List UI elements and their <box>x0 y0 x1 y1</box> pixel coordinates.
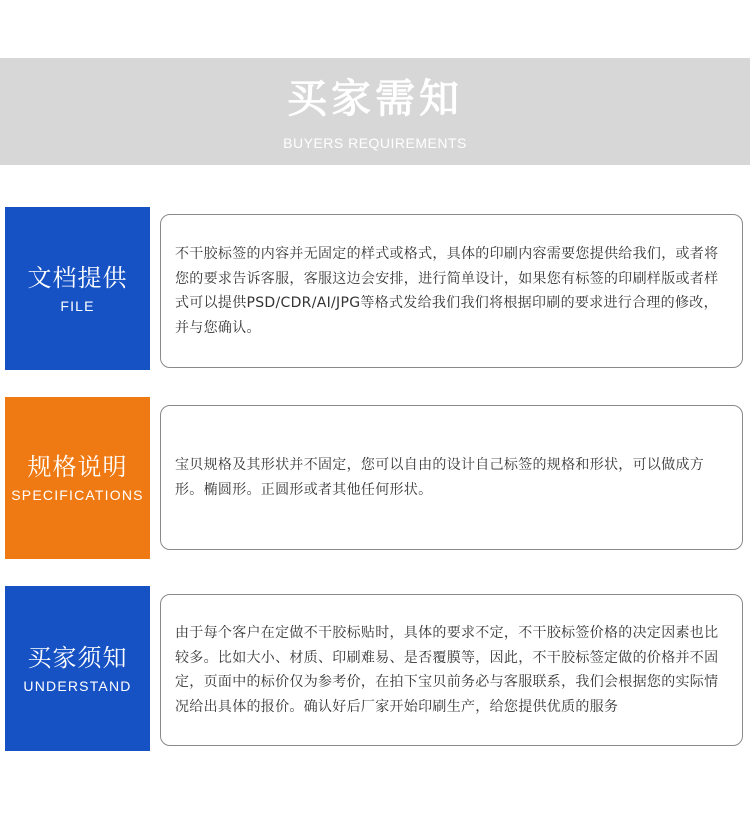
section-description: 宝贝规格及其形状并不固定，您可以自由的设计自己标签的规格和形状，可以做成方形。椭圆形。正圆形或者其他任何形状。 <box>175 457 705 498</box>
section-text-box <box>160 594 743 746</box>
banner-subtitle: BUYERS REQUIREMENTS <box>283 135 467 151</box>
section-description: 不干胶标签的内容并无固定的样式或格式，具体的印刷内容需要您提供给我们，或者将您的要求告诉客服，客服这边会安排，进行简单设计，如果您有标签的印刷样版或者样式可以提供PSD/CDR/AI/JPG等格式发给我们我们将根据印刷的要求进行合理的修改，并与您确认。 <box>175 246 719 336</box>
section-label-specifications <box>5 397 150 559</box>
section-description: 由于每个客户在定做不干胶标贴时，具体的要求不定，不干胶标签价格的决定因素也比较多。比如大小、材质、印刷难易、是否覆膜等，因此，不干胶标签定做的价格并不固定，页面中的标价仅为参考价，在拍下宝贝前务必与客服联系，我们会根据您的实际情况给出具体的报价。确认好后厂家开始印刷生产，给您提供优质的服务 <box>175 625 719 715</box>
section-label-cn: 买家须知 <box>27 643 128 672</box>
banner-title: 买家需知 <box>287 76 463 122</box>
section-label-en: FILE <box>60 297 95 314</box>
section-label-cn: 文档提供 <box>27 263 128 292</box>
section-text-box <box>160 405 743 550</box>
header-banner <box>0 58 750 165</box>
section-specifications <box>0 397 750 559</box>
section-label-file <box>5 207 150 370</box>
section-label-understand <box>5 586 150 751</box>
section-text-box <box>160 214 743 368</box>
section-label-cn: 规格说明 <box>27 453 128 481</box>
section-label-en: UNDERSTAND <box>23 677 132 694</box>
section-file <box>0 207 750 370</box>
section-label-en: SPECIFICATIONS <box>11 487 144 503</box>
section-understand <box>0 586 750 751</box>
